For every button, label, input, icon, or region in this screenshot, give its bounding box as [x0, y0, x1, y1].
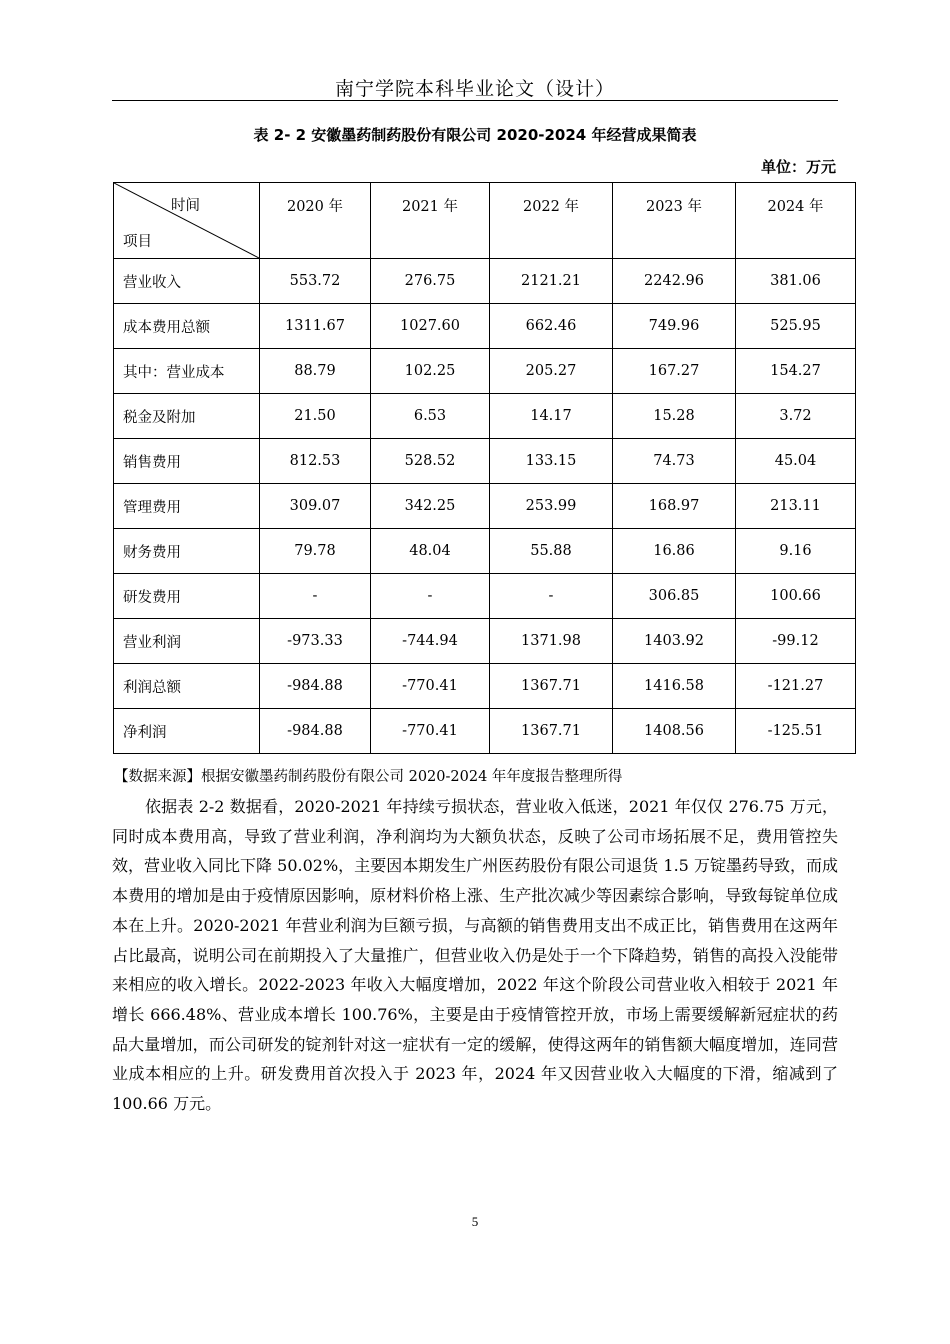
header-rule — [112, 100, 838, 101]
value-cell: -125.51 — [736, 709, 856, 754]
table-row — [114, 664, 856, 709]
value-cell: 48.04 — [371, 529, 490, 574]
value-cell: 749.96 — [613, 304, 736, 349]
value-cell: 168.97 — [613, 484, 736, 529]
value-cell: 1027.60 — [371, 304, 490, 349]
value-cell: 16.86 — [613, 529, 736, 574]
value-cell: 213.11 — [736, 484, 856, 529]
value-cell: -973.33 — [260, 619, 371, 664]
row-label: 利润总额 — [114, 664, 260, 709]
value-cell: 1367.71 — [490, 709, 613, 754]
corner-label-item: 项目 — [123, 234, 152, 250]
value-cell: 205.27 — [490, 349, 613, 394]
value-cell: 1403.92 — [613, 619, 736, 664]
table-row — [114, 259, 856, 304]
value-cell: 2242.96 — [613, 259, 736, 304]
value-cell: -99.12 — [736, 619, 856, 664]
row-label: 税金及附加 — [114, 394, 260, 439]
value-cell: 21.50 — [260, 394, 371, 439]
value-cell: 276.75 — [371, 259, 490, 304]
value-cell: 1367.71 — [490, 664, 613, 709]
row-label: 净利润 — [114, 709, 260, 754]
row-label: 其中：营业成本 — [114, 349, 260, 394]
value-cell: 662.46 — [490, 304, 613, 349]
value-cell: 525.95 — [736, 304, 856, 349]
row-label: 销售费用 — [114, 439, 260, 484]
value-cell: -984.88 — [260, 709, 371, 754]
corner-header-cell — [114, 183, 260, 259]
data-source-note: 【数据来源】根据安徽墨药制药股份有限公司 2020-2024 年年度报告整理所得 — [114, 769, 623, 785]
value-cell: -770.41 — [371, 664, 490, 709]
table-row — [114, 619, 856, 664]
value-cell: 88.79 — [260, 349, 371, 394]
value-cell: 9.16 — [736, 529, 856, 574]
table-row — [114, 709, 856, 754]
row-label: 财务费用 — [114, 529, 260, 574]
value-cell: 1311.67 — [260, 304, 371, 349]
table-row — [114, 394, 856, 439]
year-header: 2022 年 — [490, 183, 613, 259]
value-cell: 15.28 — [613, 394, 736, 439]
page-number: 5 — [471, 1214, 479, 1229]
value-cell: 2121.21 — [490, 259, 613, 304]
row-label: 营业利润 — [114, 619, 260, 664]
value-cell: 167.27 — [613, 349, 736, 394]
value-cell: 3.72 — [736, 394, 856, 439]
value-cell: 14.17 — [490, 394, 613, 439]
table-row — [114, 349, 856, 394]
value-cell: - — [490, 574, 613, 619]
value-cell: 812.53 — [260, 439, 371, 484]
corner-label-time: 时间 — [171, 198, 200, 214]
value-cell: 79.78 — [260, 529, 371, 574]
row-label: 营业收入 — [114, 259, 260, 304]
year-header: 2024 年 — [736, 183, 856, 259]
value-cell: 100.66 — [736, 574, 856, 619]
table-unit: 单位：万元 — [760, 158, 836, 176]
operating-results-table — [113, 182, 856, 754]
value-cell: 309.07 — [260, 484, 371, 529]
table-row — [114, 574, 856, 619]
body-paragraph: 依据表 2-2 数据看，2020-2021 年持续亏损状态，营业收入低迷，2021 年仅仅 276.75 万元，同时成本费用高，导致了营业利润，净利润均为大额负状态，反映了公司市场拓展不足，费用管控失效，营业收入同比下降 50.02%，主要因本期发生广州医药股份有限公司退货 1.5 万锭墨药导致，而成本费用的增加是由于疫情原因影响，原材料价格上涨、生产批次减少等因素综合影响，导致每锭单位成本在上升。2020-2021 年营业利润为巨额亏损，与高额的销售费用支出不成正比，销售费用在这两年占比最高，说明公司在前期投入了大量推广，但营业收入仍是处于一个下降趋势，销售的高投入没能带来相应的收入增长。2022-2023 年收入大幅度增加，2022 年这个阶段公司营业收入相较于 2021 年增长 666.48%、营业成本增长 100.76%，主要是由于疫情管控开放，市场上需要缓解新冠症状的药品大量增加，而公司研发的锭剂针对这一症状有一定的缓解，使得这两年的销售额大幅度增加，连同营业成本相应的上升。研发费用首次投入于 2023 年，2024 年又因营业收入大幅度的下滑，缩减到了 100.66 万元。 — [112, 797, 838, 1114]
table-row — [114, 304, 856, 349]
value-cell: - — [260, 574, 371, 619]
value-cell: 381.06 — [736, 259, 856, 304]
row-label: 管理费用 — [114, 484, 260, 529]
table-row — [114, 484, 856, 529]
table-header-row — [114, 183, 856, 259]
value-cell: 74.73 — [613, 439, 736, 484]
value-cell: 133.15 — [490, 439, 613, 484]
value-cell: -121.27 — [736, 664, 856, 709]
year-header: 2023 年 — [613, 183, 736, 259]
value-cell: -984.88 — [260, 664, 371, 709]
value-cell: 154.27 — [736, 349, 856, 394]
value-cell: 6.53 — [371, 394, 490, 439]
value-cell: - — [371, 574, 490, 619]
table-caption: 表 2- 2 安徽墨药制药股份有限公司 2020-2024 年经营成果简表 — [253, 126, 697, 144]
table-row — [114, 439, 856, 484]
value-cell: 528.52 — [371, 439, 490, 484]
value-cell: 45.04 — [736, 439, 856, 484]
value-cell: 1416.58 — [613, 664, 736, 709]
value-cell: 55.88 — [490, 529, 613, 574]
value-cell: 102.25 — [371, 349, 490, 394]
running-header: 南宁学院本科毕业论文（设计） — [334, 78, 615, 100]
value-cell: -770.41 — [371, 709, 490, 754]
value-cell: 1371.98 — [490, 619, 613, 664]
table-row — [114, 529, 856, 574]
value-cell: 253.99 — [490, 484, 613, 529]
value-cell: -744.94 — [371, 619, 490, 664]
row-label: 研发费用 — [114, 574, 260, 619]
year-header: 2021 年 — [371, 183, 490, 259]
value-cell: 1408.56 — [613, 709, 736, 754]
row-label: 成本费用总额 — [114, 304, 260, 349]
year-header: 2020 年 — [260, 183, 371, 259]
value-cell: 342.25 — [371, 484, 490, 529]
value-cell: 553.72 — [260, 259, 371, 304]
value-cell: 306.85 — [613, 574, 736, 619]
